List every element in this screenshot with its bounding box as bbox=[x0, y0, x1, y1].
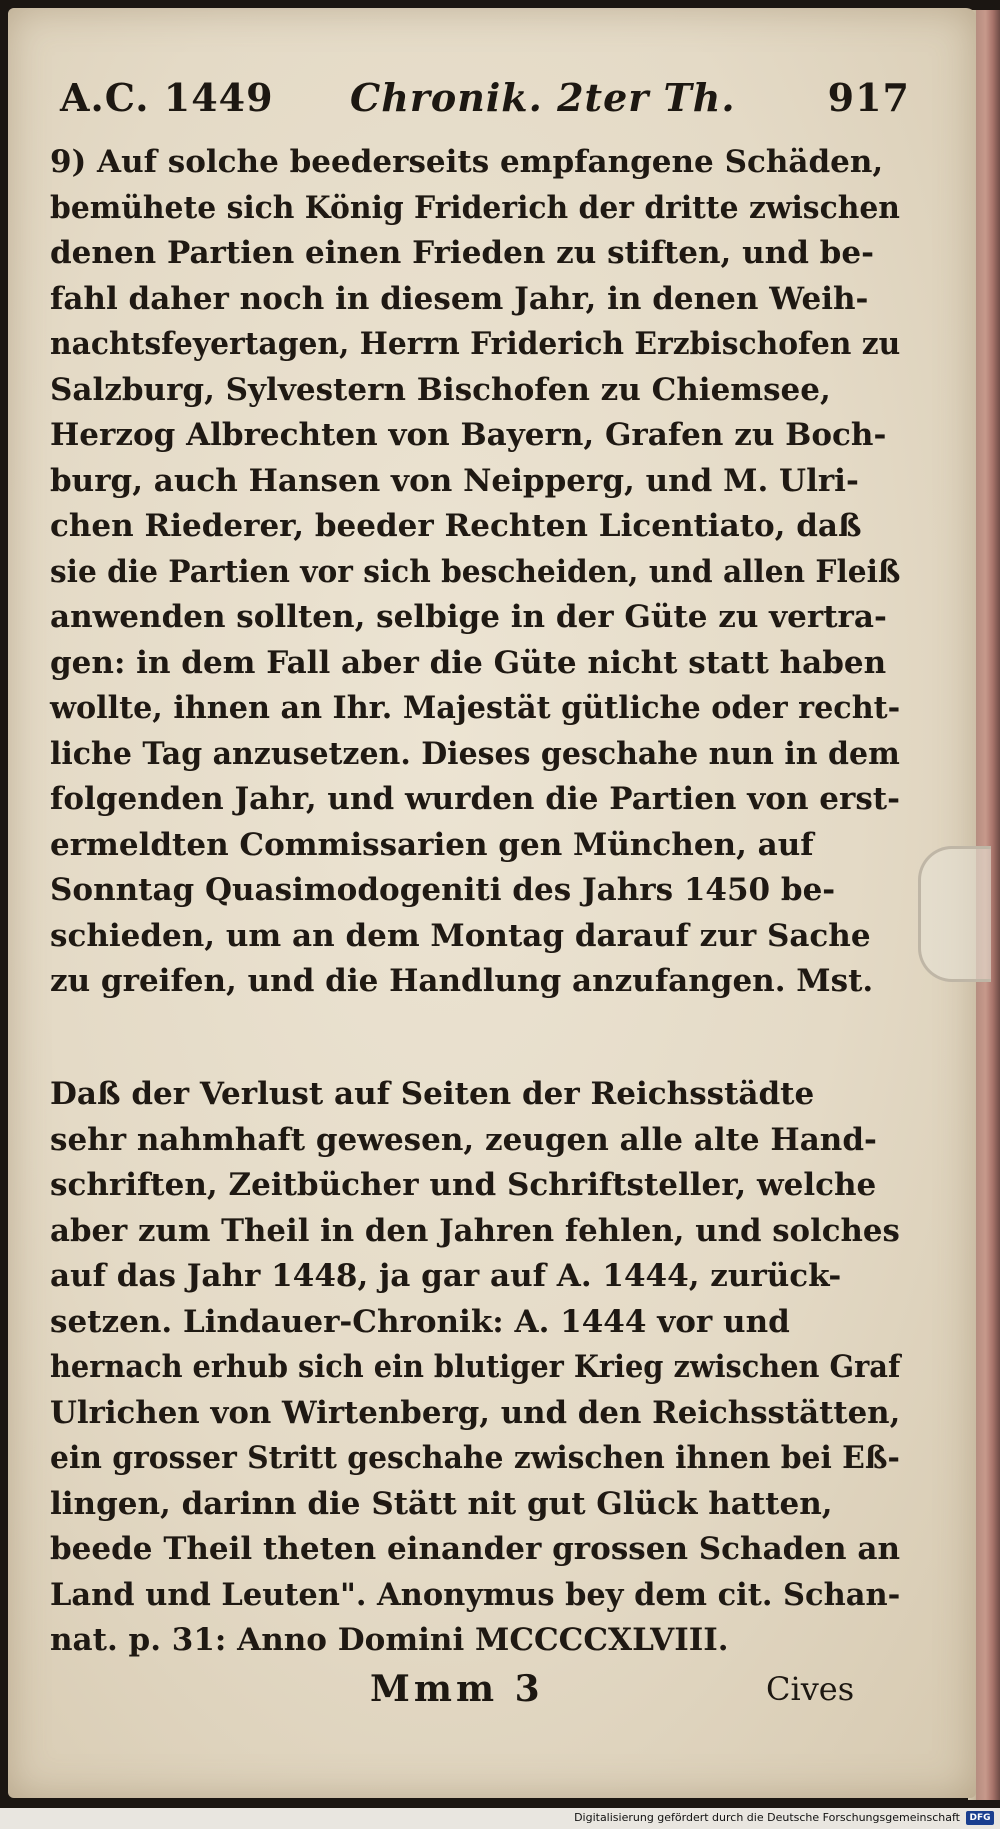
paragraph-1-line: denen Partien einen Frieden zu stiften, und be- bbox=[50, 235, 874, 271]
paragraph-2-line: nat. p. 31: Anno Domini MCCCCXLVIII. bbox=[50, 1622, 729, 1658]
paragraph-2-line: ein grosser Stritt geschahe zwischen ihnen bei Eß- bbox=[50, 1440, 900, 1476]
paragraph-1-line: wollte, ihnen an Ihr. Majestät gütliche oder recht- bbox=[50, 690, 901, 726]
paragraph-2-line: setzen. Lindauer-Chronik: A. 1444 vor und bbox=[50, 1303, 790, 1340]
paragraph-2 bbox=[50, 1072, 900, 1664]
footer-credit: Digitalisierung gefördert durch die Deutsche Forschungsgemeinschaft bbox=[574, 1811, 960, 1824]
paragraph-1-line: sie die Partien vor sich bescheiden, und allen Fleiß bbox=[50, 553, 901, 590]
catchword: Cives bbox=[766, 1670, 855, 1708]
paragraph-2-line: schriften, Zeitbücher und Schriftsteller, welche bbox=[50, 1167, 877, 1203]
paragraph-2-line: Daß der Verlust auf Seiten der Reichsstädte bbox=[50, 1076, 815, 1112]
page-number: 917 bbox=[827, 75, 910, 120]
paragraph-1-line: gen: in dem Fall aber die Güte nicht statt haben bbox=[50, 644, 887, 681]
paragraph-1-line: zu greifen, und die Handlung anzufangen. Mst. bbox=[50, 963, 874, 999]
paragraph-1-line: nachtsfeyertagen, Herrn Friderich Erzbischofen zu bbox=[50, 326, 901, 362]
paragraph-2-line: Land und Leuten". Anonymus bey dem cit. Schan- bbox=[50, 1576, 901, 1613]
paragraph-2-line: beede Theil theten einander grossen Schaden an bbox=[50, 1531, 901, 1567]
paragraph-2-line: Ulrichen von Wirtenberg, und den Reichsstätten, bbox=[50, 1394, 901, 1431]
paragraph-2-line: sehr nahmhaft gewesen, zeugen alle alte Hand- bbox=[50, 1121, 877, 1158]
paragraph-2-line: lingen, darinn die Stätt nit gut Glück hatten, bbox=[50, 1485, 833, 1522]
paragraph-1 bbox=[50, 140, 900, 1005]
digitization-footer bbox=[0, 1808, 1000, 1829]
paragraph-1-line: liche Tag anzusetzen. Dieses geschahe nun in dem bbox=[50, 735, 900, 772]
page-clip-icon bbox=[918, 846, 991, 982]
signature-mark: Mmm 3 bbox=[370, 1668, 544, 1710]
paragraph-1-line: fahl daher noch in diesem Jahr, in denen Weih- bbox=[50, 280, 869, 317]
running-header bbox=[60, 75, 910, 135]
paragraph-1-line: Salzburg, Sylvestern Bischofen zu Chiemsee, bbox=[50, 371, 831, 408]
paragraph-1-line: schieden, um an dem Montag darauf zur Sache bbox=[50, 917, 871, 954]
paragraph-1-line: anwenden sollten, selbige in der Güte zu vertra- bbox=[50, 599, 887, 635]
paragraph-1-line: Sonntag Quasimodogeniti des Jahrs 1450 be- bbox=[50, 872, 836, 908]
paragraph-1-line: bemühete sich König Friderich der dritte zwischen bbox=[50, 189, 900, 226]
paragraph-1-line: chen Riederer, beeder Rechten Licentiato, daß bbox=[50, 508, 862, 544]
paragraph-1-line: Herzog Albrechten von Bayern, Grafen zu Boch- bbox=[50, 417, 887, 453]
paragraph-1-line: 9) Auf solche beederseits empfangene Schäden, bbox=[50, 144, 884, 180]
paragraph-2-line: auf das Jahr 1448, ja gar auf A. 1444, zurück- bbox=[50, 1258, 842, 1294]
dfg-logo-icon: DFG bbox=[966, 1811, 994, 1825]
header-year: A.C. 1449 bbox=[60, 75, 274, 120]
paragraph-1-line: folgenden Jahr, und wurden die Partien von erst- bbox=[50, 781, 900, 817]
header-title: Chronik. 2ter Th. bbox=[350, 75, 736, 120]
paragraph-2-line: hernach erhub sich ein blutiger Krieg zwischen Graf bbox=[50, 1349, 901, 1385]
paragraph-2-line: aber zum Theil in den Jahren fehlen, und solches bbox=[50, 1212, 900, 1249]
paragraph-1-line: ermeldten Commissarien gen München, auf bbox=[50, 826, 814, 863]
paragraph-1-line: burg, auch Hansen von Neipperg, und M. Ulri- bbox=[50, 462, 859, 499]
